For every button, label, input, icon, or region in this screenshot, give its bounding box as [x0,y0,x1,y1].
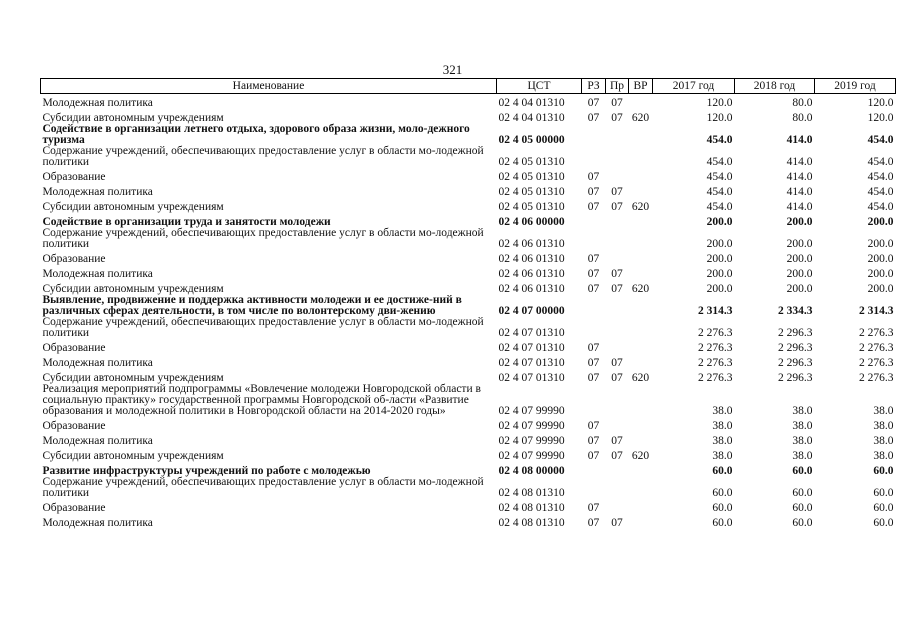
row-2019: 38.0 [873,420,894,432]
table-row [41,228,896,250]
row-2018: 200.0 [786,238,813,250]
table-row [41,213,896,228]
row-csr: 02 4 07 99990 [498,435,565,447]
row-vr: 620 [631,112,650,124]
row-pr [606,124,629,146]
table-row [41,146,896,168]
row-rz: 07 [587,342,600,354]
row-2019: 200.0 [867,283,894,295]
table-row [41,499,896,514]
row-2019: 454.0 [867,201,894,213]
row-name: Субсидии автономным учреждениям [42,201,224,213]
row-rz: 07 [587,357,600,369]
row-pr [606,250,629,265]
row-pr [606,499,629,514]
row-csr: 02 4 07 99990 [498,405,565,417]
table-row [41,462,896,477]
row-2018: 38.0 [792,420,813,432]
row-2017: 60.0 [712,517,733,529]
table-row [41,109,896,124]
row-2018: 2 296.3 [778,327,813,339]
row-rz: 07 [587,253,600,265]
row-rz: 07 [587,450,600,462]
row-pr [606,228,629,250]
row-rz: 07 [587,420,600,432]
row-csr: 02 4 05 01310 [498,201,565,213]
table-row [41,384,896,417]
row-2018: 414.0 [786,186,813,198]
row-2017: 454.0 [706,201,733,213]
row-2019: 38.0 [873,435,894,447]
row-csr: 02 4 05 01310 [498,156,565,168]
row-rz: 07 [587,268,600,280]
row-2019: 200.0 [867,253,894,265]
row-name: Субсидии автономным учреждениям [42,450,224,462]
row-2018: 2 296.3 [778,372,813,384]
row-pr: 07 [611,283,623,295]
row-rz [582,146,606,168]
header-pr: Пр [606,79,629,94]
row-vr [629,384,653,417]
row-vr: 620 [631,372,650,384]
row-2017: 60.0 [712,487,733,499]
row-csr: 02 4 07 01310 [498,327,565,339]
row-2019: 454.0 [867,134,894,146]
row-2018: 2 296.3 [778,357,813,369]
row-csr: 02 4 07 01310 [498,372,565,384]
table-row [41,514,896,529]
row-name: Выявление, продвижение и поддержка активности молодежи и ее достиже-ний в различных сферах деятельности, в том числе по волонтерскому дви-жению [42,294,462,317]
row-2019: 2 314.3 [859,305,894,317]
row-vr [629,213,653,228]
budget-table [40,78,896,529]
row-name: Молодежная политика [42,517,153,529]
row-rz: 07 [587,112,600,124]
row-vr: 620 [631,450,650,462]
header-2019: 2019 год [815,79,896,94]
row-pr: 07 [611,201,623,213]
row-2017: 200.0 [706,268,733,280]
row-2017: 60.0 [712,465,733,477]
row-name: Образование [42,502,106,514]
row-csr: 02 4 07 01310 [498,342,565,354]
table-row [41,417,896,432]
table-body [41,94,896,530]
row-2019: 60.0 [873,487,894,499]
header-vr: ВР [629,79,653,94]
row-2018: 80.0 [792,97,813,109]
row-name: Субсидии автономным учреждениям [42,112,224,124]
row-vr [629,417,653,432]
row-vr [629,228,653,250]
row-vr [629,499,653,514]
row-vr [629,477,653,499]
row-rz [582,213,606,228]
row-2019: 120.0 [867,97,894,109]
row-pr [606,417,629,432]
row-2017: 38.0 [712,405,733,417]
row-pr [606,168,629,183]
row-2019: 2 276.3 [859,342,894,354]
row-pr: 07 [611,517,623,529]
row-rz: 07 [587,435,600,447]
table-row [41,198,896,213]
row-vr [629,146,653,168]
row-csr: 02 4 05 01310 [498,171,565,183]
row-name: Субсидии автономным учреждениям [42,372,224,384]
row-2018: 200.0 [786,253,813,265]
table-row [41,250,896,265]
row-2018: 38.0 [792,450,813,462]
row-pr: 07 [611,435,623,447]
row-2017: 2 276.3 [698,342,733,354]
table-row [41,265,896,280]
row-2019: 38.0 [873,450,894,462]
row-2018: 414.0 [786,201,813,213]
row-2018: 414.0 [786,171,813,183]
row-name: Субсидии автономным учреждениям [42,283,224,295]
row-name: Молодежная политика [42,97,153,109]
row-csr: 02 4 07 00000 [498,305,565,317]
table-row [41,477,896,499]
row-csr: 02 4 07 01310 [498,357,565,369]
row-2017: 38.0 [712,450,733,462]
row-2017: 120.0 [706,97,733,109]
row-csr: 02 4 08 01310 [498,487,565,499]
row-name: Содержание учреждений, обеспечивающих предоставление услуг в области мо-лодежной политики [42,145,484,168]
row-2018: 60.0 [792,502,813,514]
row-csr: 02 4 08 01310 [498,517,565,529]
row-rz: 07 [587,201,600,213]
row-2017: 38.0 [712,435,733,447]
table-row [41,280,896,295]
row-2017: 200.0 [706,216,733,228]
row-rz [582,124,606,146]
row-pr: 07 [611,268,623,280]
row-rz: 07 [587,372,600,384]
row-name: Содержание учреждений, обеспечивающих предоставление услуг в области мо-лодежной политики [42,316,484,339]
page-number: 321 [442,62,463,77]
row-2017: 2 276.3 [698,327,733,339]
row-2017: 454.0 [706,156,733,168]
row-pr: 07 [611,186,623,198]
table-row [41,183,896,198]
row-csr: 02 4 04 01310 [498,112,565,124]
row-name: Развитие инфраструктуры учреждений по работе с молодежью [42,465,371,477]
table-row [41,94,896,110]
row-csr: 02 4 07 99990 [498,420,565,432]
table-row [41,295,896,317]
table-row [41,168,896,183]
row-vr [629,317,653,339]
row-name: Содействие в организации летнего отдыха, здорового образа жизни, моло-дежного туризма [42,123,470,146]
row-name: Молодежная политика [42,186,153,198]
row-2019: 2 276.3 [859,327,894,339]
row-vr [629,339,653,354]
row-vr [629,183,653,198]
header-name: Наименование [41,79,497,94]
row-csr: 02 4 04 01310 [498,97,565,109]
row-2018: 200.0 [786,216,813,228]
table-header-row [41,79,896,94]
header-2018: 2018 год [735,79,815,94]
row-rz: 07 [587,171,600,183]
table-row [41,447,896,462]
row-2019: 2 276.3 [859,372,894,384]
row-pr: 07 [611,450,623,462]
row-csr: 02 4 07 99990 [498,450,565,462]
row-2019: 60.0 [873,465,894,477]
row-2019: 200.0 [867,268,894,280]
row-2017: 120.0 [706,112,733,124]
row-rz [582,477,606,499]
row-2018: 414.0 [786,156,813,168]
row-2019: 200.0 [867,238,894,250]
row-vr [629,94,653,110]
row-pr: 07 [611,357,623,369]
row-rz [582,462,606,477]
row-pr [606,317,629,339]
row-rz [582,384,606,417]
row-rz: 07 [587,186,600,198]
row-name: Образование [42,253,106,265]
row-rz: 07 [587,502,600,514]
row-vr [629,250,653,265]
row-name: Образование [42,420,106,432]
row-2018: 200.0 [786,283,813,295]
row-2017: 200.0 [706,253,733,265]
row-2018: 38.0 [792,435,813,447]
row-rz [582,295,606,317]
row-vr: 620 [631,283,650,295]
table-row [41,432,896,447]
row-name: Молодежная политика [42,268,153,280]
row-name: Содержание учреждений, обеспечивающих предоставление услуг в области мо-лодежной политики [42,476,484,499]
row-csr: 02 4 08 01310 [498,502,565,514]
row-2017: 2 314.3 [698,305,733,317]
row-2018: 2 296.3 [778,342,813,354]
row-2017: 200.0 [706,283,733,295]
row-2017: 454.0 [706,134,733,146]
row-name: Образование [42,342,106,354]
row-vr [629,462,653,477]
row-csr: 02 4 06 00000 [498,216,565,228]
table-row [41,317,896,339]
row-2017: 60.0 [712,502,733,514]
row-name: Молодежная политика [42,435,153,447]
row-name: Реализация мероприятий подпрограммы «Вовлечение молодежи Новгородской области в социальную практику» государственной программы Новгородской об-ласти «Развитие образования и молодежной политики в Новгородской области на 2014-2020 годы» [42,383,481,417]
row-2019: 454.0 [867,186,894,198]
row-rz: 07 [587,283,600,295]
row-name: Содержание учреждений, обеспечивающих предоставление услуг в области мо-лодежной политики [42,227,484,250]
row-csr: 02 4 06 01310 [498,268,565,280]
header-2017: 2017 год [653,79,735,94]
row-pr: 07 [611,372,623,384]
row-vr [629,124,653,146]
row-2019: 60.0 [873,502,894,514]
table-row [41,354,896,369]
row-2017: 2 276.3 [698,357,733,369]
row-2019: 60.0 [873,517,894,529]
row-csr: 02 4 06 01310 [498,253,565,265]
row-pr [606,295,629,317]
row-pr: 07 [611,97,623,109]
row-vr [629,295,653,317]
row-vr [629,432,653,447]
row-pr [606,477,629,499]
row-rz [582,228,606,250]
row-vr [629,514,653,529]
row-2018: 60.0 [792,517,813,529]
header-csr: ЦСТ [497,79,582,94]
row-pr [606,339,629,354]
row-2018: 200.0 [786,268,813,280]
row-csr: 02 4 06 01310 [498,238,565,250]
row-vr [629,265,653,280]
row-csr: 02 4 05 01310 [498,186,565,198]
row-name: Образование [42,171,106,183]
row-2017: 454.0 [706,186,733,198]
row-pr: 07 [611,112,623,124]
row-2019: 2 276.3 [859,357,894,369]
row-2018: 80.0 [792,112,813,124]
row-rz [582,317,606,339]
row-2018: 38.0 [792,405,813,417]
row-csr: 02 4 06 01310 [498,283,565,295]
row-2019: 120.0 [867,112,894,124]
row-csr: 02 4 05 00000 [498,134,565,146]
row-2018: 2 334.3 [778,305,813,317]
row-2018: 60.0 [792,465,813,477]
row-pr [606,146,629,168]
row-2017: 2 276.3 [698,372,733,384]
row-csr: 02 4 08 00000 [498,465,565,477]
row-rz: 07 [587,97,600,109]
row-name: Содействие в организации труда и занятости молодежи [42,216,331,228]
row-rz: 07 [587,517,600,529]
row-name: Молодежная политика [42,357,153,369]
row-pr [606,462,629,477]
row-vr [629,354,653,369]
row-2017: 200.0 [706,238,733,250]
row-2019: 200.0 [867,216,894,228]
row-2017: 38.0 [712,420,733,432]
row-pr [606,384,629,417]
row-2019: 38.0 [873,405,894,417]
row-pr [606,213,629,228]
header-rz: РЗ [582,79,606,94]
table-row [41,339,896,354]
row-2018: 60.0 [792,487,813,499]
row-vr: 620 [631,201,650,213]
row-2019: 454.0 [867,156,894,168]
row-vr [629,168,653,183]
row-2019: 454.0 [867,171,894,183]
row-2018: 414.0 [786,134,813,146]
table-row [41,124,896,146]
row-2017: 454.0 [706,171,733,183]
table-row [41,369,896,384]
